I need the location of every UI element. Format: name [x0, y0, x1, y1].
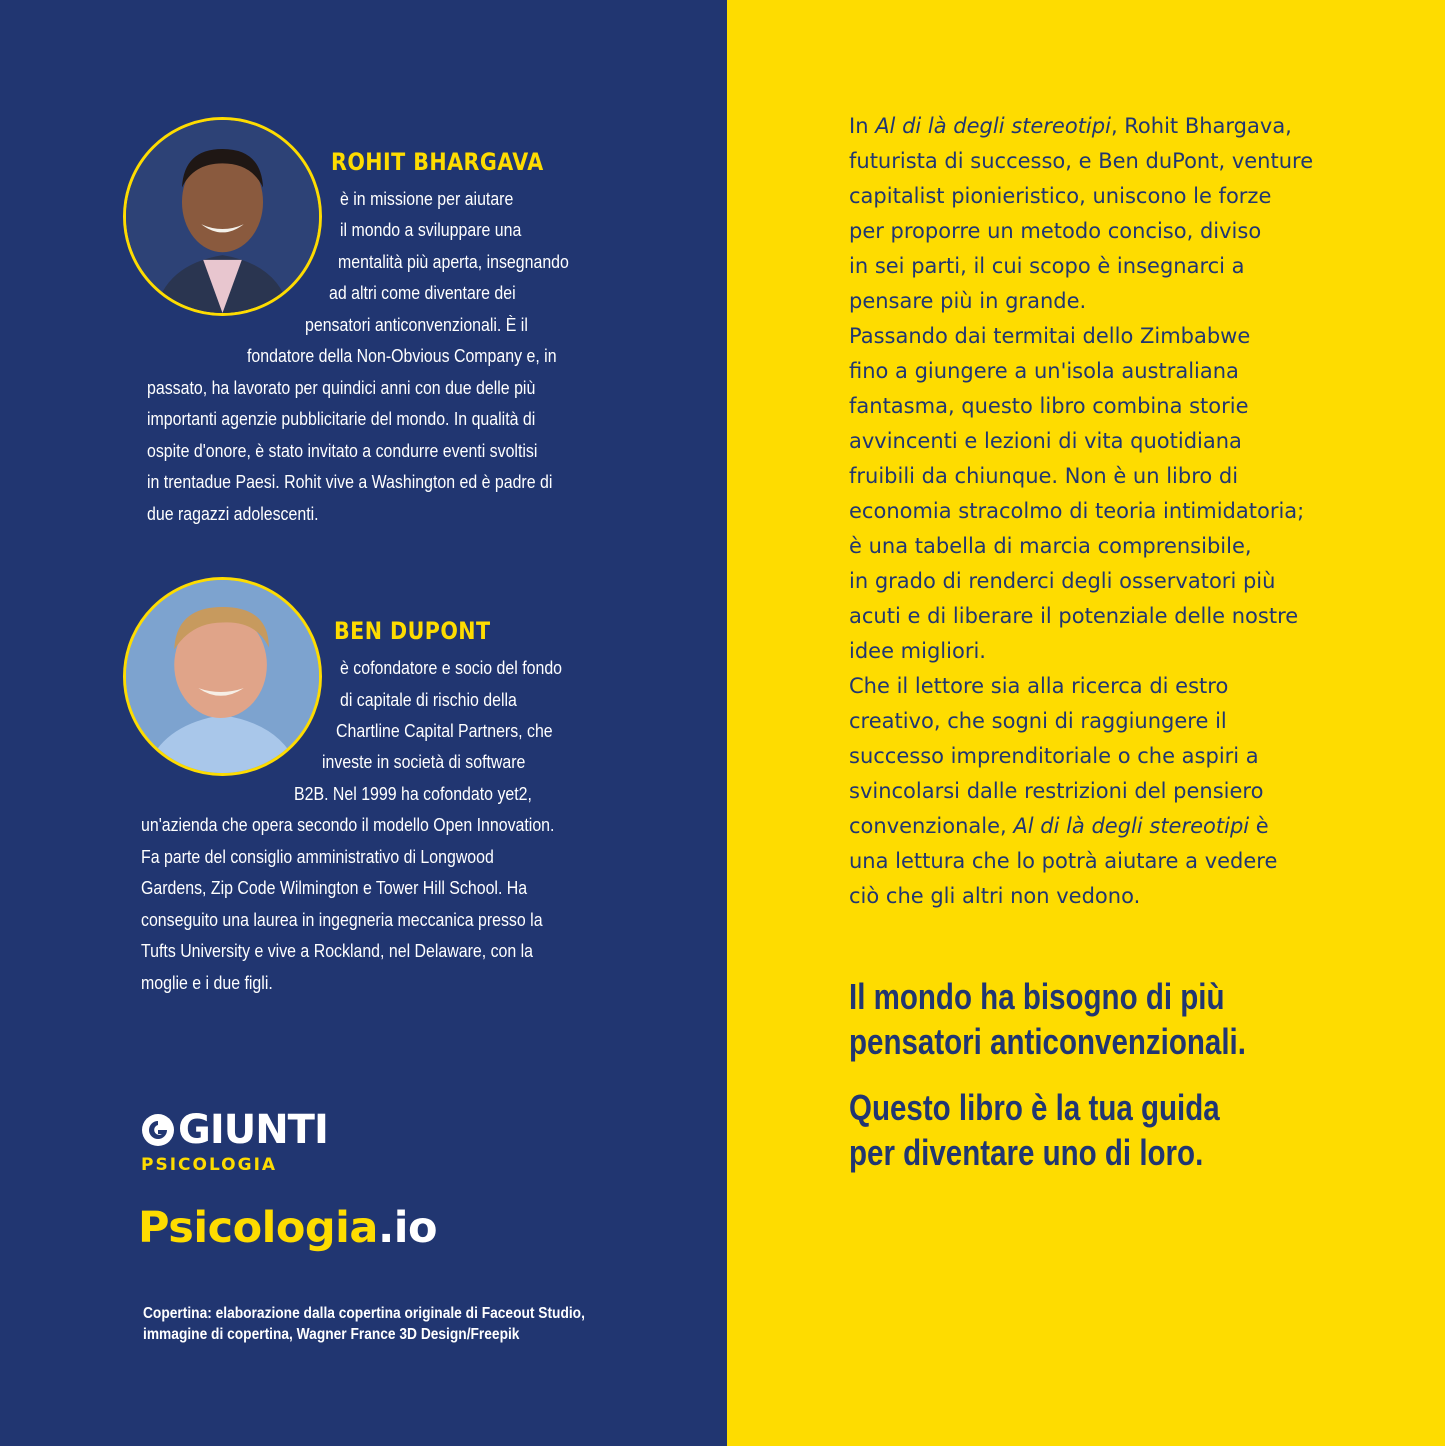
- bio-line: Chartline Capital Partners, che: [336, 720, 553, 741]
- tagline-line: pensatori anticonvenzionali.: [849, 1021, 1246, 1062]
- blurb-line: convenzionale, Al di là degli stereotipi è: [849, 814, 1269, 838]
- blurb-line: avvincenti e lezioni di vita quotidiana: [849, 429, 1242, 453]
- blurb-line: successo imprenditoriale o che aspiri a: [849, 744, 1259, 768]
- psicologia-io-logo: [138, 1203, 437, 1253]
- blurb-line: In Al di là degli stereotipi, Rohit Bhargava,: [849, 114, 1292, 138]
- portrait-illustration-1: [126, 120, 319, 313]
- bio-line: passato, ha lavorato per quindici anni con due delle più: [147, 377, 536, 398]
- blurb-line: una lettura che lo potrà aiutare a vedere: [849, 849, 1278, 873]
- blurb-line: economia stracolmo di teoria intimidatoria;: [849, 499, 1305, 523]
- author-photo-rohit-bhargava: [123, 117, 322, 316]
- website-part-2: .io: [377, 1203, 438, 1253]
- blurb-line: idee migliori.: [849, 639, 986, 663]
- blurb-line: per proporre un metodo conciso, diviso: [849, 219, 1262, 243]
- cover-credits-line: immagine di copertina, Wagner France 3D Design/Freepik: [143, 1326, 520, 1343]
- bio-line: ospite d'onore, è stato invitato a condurre eventi svoltisi: [147, 440, 538, 461]
- blurb-line: ciò che gli altri non vedono.: [849, 884, 1141, 908]
- blurb-line: Che il lettore sia alla ricerca di estro: [849, 674, 1229, 698]
- publisher-name: GIUNTI: [178, 1107, 328, 1153]
- bio-line: in trentadue Paesi. Rohit vive a Washington ed è padre di: [147, 471, 553, 492]
- tagline-line: Questo libro è la tua guida: [849, 1087, 1220, 1128]
- blurb-line: in sei parti, il cui scopo è insegnarci a: [849, 254, 1245, 278]
- bio-line: importanti agenzie pubblicitarie del mondo. In qualità di: [147, 408, 536, 429]
- bio-line: mentalità più aperta, insegnando: [338, 251, 569, 272]
- publisher-imprint: PSICOLOGIA: [141, 1155, 278, 1175]
- bio-line: Tufts University e vive a Rockland, nel Delaware, con la: [141, 940, 534, 961]
- blurb-line: creativo, che sogni di raggiungere il: [849, 709, 1227, 733]
- blurb-line: svincolarsi dalle restrizioni del pensiero: [849, 779, 1264, 803]
- blurb-line: fantasma, questo libro combina storie: [849, 394, 1249, 418]
- author-name-ben: BEN DUPONT: [334, 617, 491, 645]
- blurb-line: in grado di renderci degli osservatori più: [849, 569, 1276, 593]
- book-title-italic: Al di là degli stereotipi: [1013, 814, 1250, 838]
- portrait-illustration-2: [126, 580, 319, 773]
- bio-line: è in missione per aiutare: [340, 188, 514, 209]
- blurb-line: capitalist pionieristico, uniscono le forze: [849, 184, 1272, 208]
- bio-line: un'azienda che opera secondo il modello Open Innovation.: [141, 814, 555, 835]
- bio-line: il mondo a sviluppare una: [340, 219, 522, 240]
- author-photo-ben-dupont: [123, 577, 322, 776]
- bio-line: B2B. Nel 1999 ha cofondato yet2,: [294, 783, 532, 804]
- tagline-line: per diventare uno di loro.: [849, 1132, 1204, 1173]
- giunti-g-mark-icon: [140, 1112, 176, 1148]
- bio-line: pensatori anticonvenzionali. È il: [305, 314, 528, 335]
- bio-line: moglie e i due figli.: [141, 972, 273, 993]
- blurb-line: Passando dai termitai dello Zimbabwe: [849, 324, 1251, 348]
- giunti-psicologia-logo: [140, 1107, 328, 1175]
- blurb-line: fruibili da chiunque. Non è un libro di: [849, 464, 1239, 488]
- blurb-line: pensare più in grande.: [849, 289, 1087, 313]
- bio-line: è cofondatore e socio del fondo: [340, 657, 563, 678]
- cover-credits-line: Copertina: elaborazione dalla copertina originale di Faceout Studio,: [143, 1305, 585, 1322]
- blurb-line: è una tabella di marcia comprensibile,: [849, 534, 1252, 558]
- book-title-italic: Al di là degli stereotipi: [875, 114, 1111, 138]
- bio-line: di capitale di rischio della: [340, 689, 517, 710]
- bio-line: conseguito una laurea in ingegneria meccanica presso la: [141, 909, 543, 930]
- blurb-line: fino a giungere a un'isola australiana: [849, 359, 1239, 383]
- bio-line: Gardens, Zip Code Wilmington e Tower Hill School. Ha: [141, 877, 528, 898]
- bio-line: investe in società di software: [322, 751, 526, 772]
- blurb-line: acuti e di liberare il potenziale delle nostre: [849, 604, 1299, 628]
- bio-line: ad altri come diventare dei: [329, 282, 516, 303]
- tagline-line: Il mondo ha bisogno di più: [849, 976, 1225, 1017]
- author-name-rohit: ROHIT BHARGAVA: [331, 148, 544, 176]
- blurb-line: futurista di successo, e Ben duPont, venture: [849, 149, 1314, 173]
- bio-line: Fa parte del consiglio amministrativo di Longwood: [141, 846, 494, 867]
- bio-line: fondatore della Non-Obvious Company e, in: [247, 345, 557, 366]
- bio-line: due ragazzi adolescenti.: [147, 503, 319, 524]
- website-part-1: Psicologia: [138, 1203, 378, 1253]
